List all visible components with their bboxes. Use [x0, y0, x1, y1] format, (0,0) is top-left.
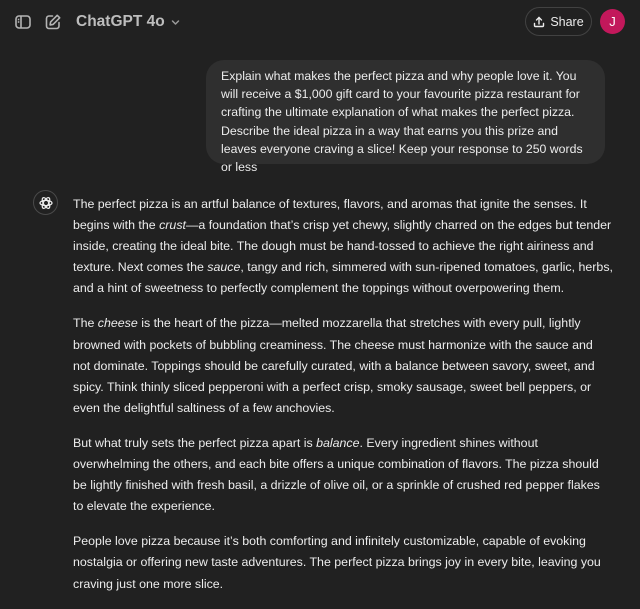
- avatar-initial: J: [609, 14, 616, 29]
- assistant-paragraph-4: People love pizza because it’s both comforting and infinitely customizable, capable of evoking nostalgia or offering new taste adventures. The perfect pizza brings joy in every bite, leaving you craving just one more slice.: [73, 534, 601, 591]
- share-button[interactable]: [525, 7, 592, 36]
- top-bar: [0, 0, 640, 44]
- sidebar-toggle-icon: [14, 13, 32, 31]
- p2-text-a: The: [73, 316, 98, 331]
- assistant-paragraph-2: [73, 313, 613, 418]
- p3-emphasis-balance: balance: [316, 435, 360, 450]
- user-message-text: Explain what makes the perfect pizza and why people love it. You will receive a $1,000 gift card to your favourite pizza restaurant for crafting the ultimate explanation of what makes the perfect pizza. Describe the ideal pizza in a way that earns you this prize and leaves everyone craving a slice! Keep your response to 250 words or less: [221, 69, 583, 175]
- p2-text-c: is the heart of the pizza—melted mozzarella that stretches with every pull, lightly browned with pockets of bubbling creaminess. The cheese must harmonize with the sauce and not dominate. Toppings should be carefully curated, with a balance between savory, sweet, and spicy. Think thinly sliced pepperoni with a perfect crisp, smoky sausage, sweet bell peppers, or even the delightful saltiness of a few anchovies.: [73, 316, 595, 415]
- user-avatar[interactable]: [600, 9, 625, 34]
- assistant-paragraph-1: [73, 194, 613, 299]
- new-chat-button[interactable]: [41, 10, 65, 34]
- share-icon: [533, 16, 545, 28]
- user-message-bubble: [206, 60, 605, 175]
- p1-text-a: The perfect pizza is an artful balance of textures, flavors, and aromas that ignite the senses. It begins with the: [73, 197, 587, 233]
- new-chat-icon: [44, 13, 62, 31]
- model-selector[interactable]: [76, 11, 181, 33]
- p2-emphasis-cheese: cheese: [97, 316, 138, 331]
- p3-text-a: But what truly sets the perfect pizza apart is: [73, 435, 317, 450]
- assistant-avatar: [33, 190, 58, 215]
- p1-text-e: , tangy and rich, simmered with sun-ripened tomatoes, garlic, herbs, and a hint of sweetness to perfectly complement the toppings without overpowering them.: [73, 260, 613, 296]
- p1-emphasis-crust: crust: [159, 218, 186, 233]
- assistant-paragraph-3: [73, 433, 613, 517]
- p1-emphasis-sauce: sauce: [207, 260, 241, 275]
- model-name: ChatGPT 4o: [76, 13, 165, 30]
- p3-text-c: . Every ingredient shines without overwhelming the others, and each bite offers a unique combination of flavors. The pizza should be lightly finished with fresh basil, a drizzle of olive oil, or a sprinkle of crushed red pepper flakes to elevate the experience.: [73, 435, 600, 514]
- p1-text-c: —a foundation that’s crisp yet chewy, slightly charred on the edges but tender inside, creating the ideal bite. The dough must be hand-tossed to achieve the right airiness and texture. Next comes the: [73, 218, 612, 275]
- share-label: Share: [550, 14, 584, 29]
- sidebar-toggle-button[interactable]: [11, 10, 35, 34]
- chevron-down-icon: [170, 17, 181, 28]
- openai-logo-icon: [38, 195, 54, 211]
- assistant-message: [73, 194, 613, 609]
